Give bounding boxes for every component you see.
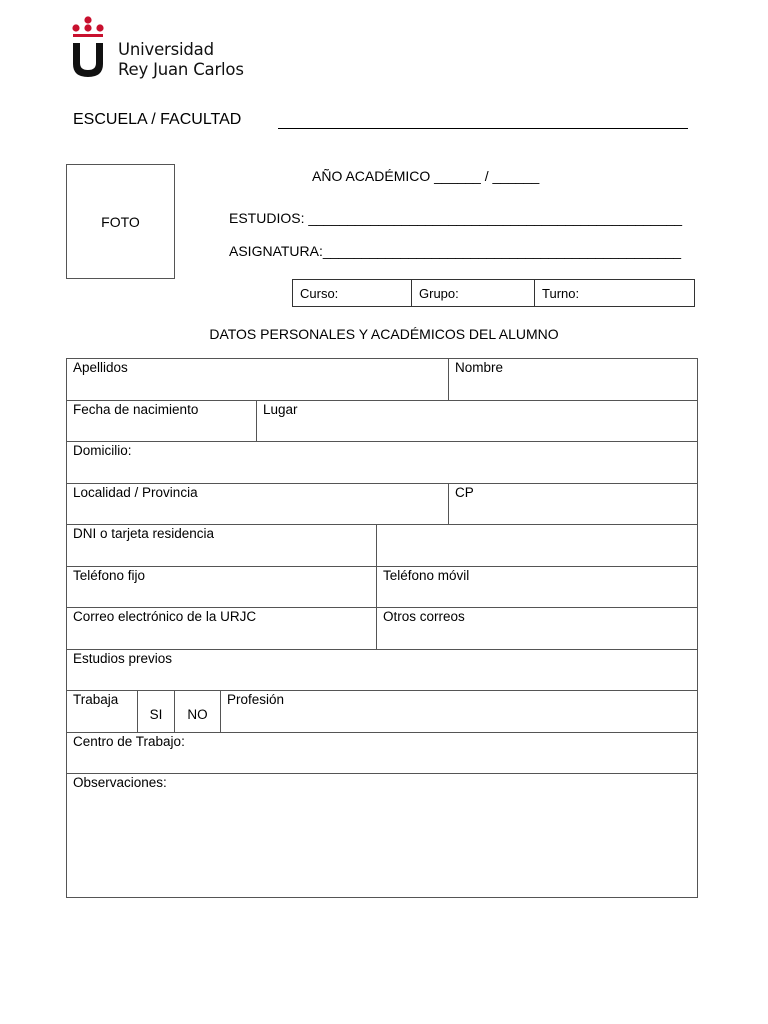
course-table [292, 279, 695, 307]
trabaja-label: Trabaja [73, 692, 119, 707]
lugar-field[interactable] [256, 401, 697, 441]
trabaja-si-option[interactable] [137, 691, 174, 732]
trabaja-no-option[interactable] [174, 691, 220, 732]
nombre-label: Nombre [455, 360, 504, 375]
estudios-field[interactable]: ESTUDIOS: ________________________________________________ [229, 210, 683, 226]
telefono-movil-label: Teléfono móvil [383, 568, 470, 583]
form-row-nacimiento [67, 401, 697, 442]
form-row-observaciones [67, 774, 697, 897]
estudios-previos-field[interactable] [67, 650, 697, 690]
correo-urjc-field[interactable] [67, 608, 376, 649]
form-row-trabajo [67, 691, 697, 733]
curso-field[interactable] [293, 280, 412, 306]
profesion-field[interactable] [220, 691, 697, 732]
ano-academico-field[interactable]: AÑO ACADÉMICO ______ / ______ [312, 168, 540, 184]
section-title: DATOS PERSONALES Y ACADÉMICOS DEL ALUMNO [209, 326, 559, 342]
domicilio-label: Domicilio: [73, 443, 132, 458]
university-logo-icon [70, 16, 106, 78]
localidad-provincia-label: Localidad / Provincia [73, 485, 198, 500]
dni-field[interactable] [67, 525, 376, 566]
form-row-estudios-previos [67, 650, 697, 691]
cp-label: CP [455, 485, 474, 500]
estudios-previos-label: Estudios previos [73, 651, 173, 666]
trabaja-cell [67, 691, 137, 732]
curso-label: Curso: [300, 286, 339, 301]
university-name [118, 40, 244, 80]
si-label: SI [149, 707, 163, 722]
facultad-label: ESCUELA / FACULTAD [73, 111, 242, 128]
domicilio-field[interactable] [67, 442, 697, 483]
centro-trabajo-label: Centro de Trabajo: [73, 734, 185, 749]
photo-label: FOTO [101, 213, 140, 230]
turno-label: Turno: [542, 286, 580, 301]
otros-correos-label: Otros correos [383, 609, 465, 624]
student-data-form [66, 358, 698, 898]
telefono-fijo-field[interactable] [67, 567, 376, 607]
form-row-localidad [67, 484, 697, 525]
dni-label: DNI o tarjeta residencia [73, 526, 215, 541]
form-row-apellidos [67, 359, 697, 401]
lugar-label: Lugar [263, 402, 298, 417]
nombre-field[interactable] [448, 359, 697, 400]
university-name-line1: Universidad [118, 40, 214, 59]
observaciones-label: Observaciones: [73, 775, 167, 790]
centro-trabajo-field[interactable] [67, 733, 697, 773]
form-row-domicilio [67, 442, 697, 484]
profesion-label: Profesión [227, 692, 285, 707]
form-row-correos [67, 608, 697, 650]
telefono-movil-field[interactable] [376, 567, 697, 607]
form-row-centro-trabajo [67, 733, 697, 774]
cp-field[interactable] [448, 484, 697, 524]
form-row-dni [67, 525, 697, 567]
apellidos-field[interactable] [67, 359, 448, 400]
asignatura-field[interactable]: ASIGNATURA:______________________________________________ [229, 243, 682, 259]
correo-urjc-label: Correo electrónico de la URJC [73, 609, 257, 624]
dni-value-field[interactable] [376, 525, 697, 566]
fecha-nacimiento-label: Fecha de nacimiento [73, 402, 199, 417]
facultad-field[interactable] [278, 128, 688, 129]
form-row-telefonos [67, 567, 697, 608]
observaciones-field[interactable] [67, 774, 697, 897]
grupo-label: Grupo: [419, 286, 459, 301]
photo-box[interactable] [66, 164, 175, 279]
turno-field[interactable] [535, 280, 694, 306]
localidad-provincia-field[interactable] [67, 484, 448, 524]
no-label: NO [187, 707, 208, 722]
otros-correos-field[interactable] [376, 608, 697, 649]
grupo-field[interactable] [412, 280, 535, 306]
university-name-line2: Rey Juan Carlos [118, 60, 244, 79]
fecha-nacimiento-field[interactable] [67, 401, 256, 441]
apellidos-label: Apellidos [73, 360, 128, 375]
telefono-fijo-label: Teléfono fijo [73, 568, 146, 583]
